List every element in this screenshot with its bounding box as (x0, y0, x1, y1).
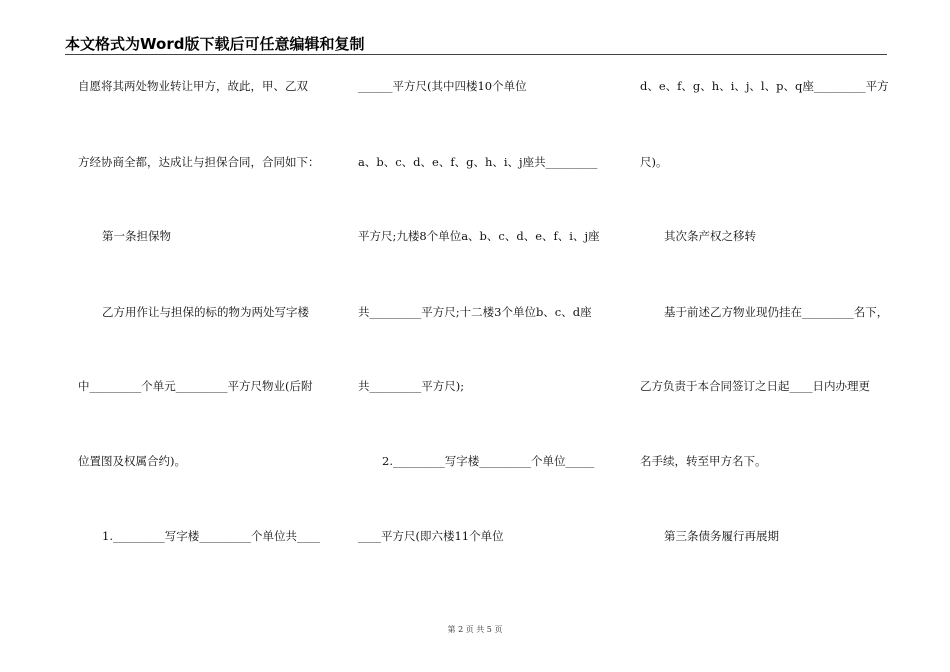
text-line: 1._________写字楼_________个单位共____ (102, 529, 320, 543)
section-heading: 其次条产权之移转 (664, 229, 756, 243)
text-line: 平方尺;九楼8个单位a、b、c、d、e、f、i、j座 (358, 229, 600, 243)
text-line: 自愿将其两处物业转让甲方，故此，甲、乙双 (78, 79, 308, 93)
text-line: a、b、c、d、e、f、g、h、i、j座共_________ (358, 155, 598, 169)
text-line: 尺)。 (640, 155, 668, 169)
text-line: 共_________平方尺); (358, 379, 465, 393)
text-line: ______平方尺(其中四楼10个单位 (358, 79, 527, 93)
text-line: 方经协商全都，达成让与担保合同，合同如下： (78, 155, 320, 169)
text-line: 乙方负责于本合同签订之日起____日内办理更 (640, 379, 870, 393)
text-line: 共_________平方尺;十二楼3个单位b、c、d座 (358, 305, 592, 319)
section-heading: 第三条债务履行再展期 (664, 529, 779, 543)
text-line: 位置图及权属合约)。 (78, 454, 186, 468)
text-line: d、e、f、g、h、i、j、l、p、q座_________平方 (640, 79, 889, 93)
text-line: 乙方用作让与担保的标的物为两处写字楼 (102, 305, 309, 319)
text-line: 名手续，转至甲方名下。 (640, 454, 767, 468)
text-line: 中_________个单元_________平方尺物业(后附 (78, 379, 313, 393)
text-line: 2._________写字楼_________个单位_____ (382, 454, 595, 468)
text-line: ____平方尺(即六楼11个单位 (358, 529, 504, 543)
header-rule (65, 54, 887, 55)
text-line: 基于前述乙方物业现仍挂在_________名下， (664, 305, 889, 319)
page-number: 第 2 页 共 5 页 (447, 625, 503, 634)
section-heading: 第一条担保物 (102, 229, 171, 243)
document-header: 本文格式为Word版下载后可任意编辑和复制 (65, 35, 365, 53)
